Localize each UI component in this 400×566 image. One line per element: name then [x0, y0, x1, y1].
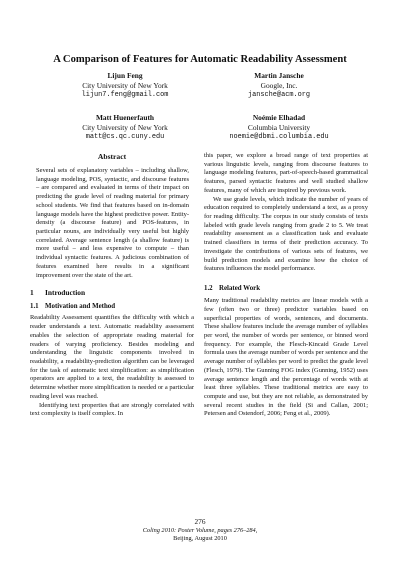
author-email: lijun7.feng@gmail.com — [81, 90, 169, 99]
author-block — [204, 71, 354, 100]
author-affiliation: Google, Inc. — [260, 80, 298, 90]
paper-title: A Comparison of Features for Automatic Readability Assessment — [53, 54, 347, 65]
section-title: Introduction — [45, 288, 86, 298]
author-name: Noémie Elhadad — [252, 113, 306, 122]
page-footer — [100, 517, 300, 544]
author-block — [204, 113, 354, 142]
body-paragraph: Identifying text properties that are strongly correlated with text complexity is itself complex. In — [30, 401, 194, 418]
author-affiliation: City University of New York — [82, 80, 168, 90]
author-name: Matt Huenerfauth — [95, 113, 155, 122]
subsection-heading — [204, 284, 368, 293]
author-email: noemie@dbmi.columbia.edu — [229, 132, 329, 141]
author-email: jansche@acm.org — [247, 90, 311, 99]
subsection-number: 1.1 — [30, 303, 39, 311]
location-line: Beijing, August 2010 — [173, 535, 227, 543]
right-column — [204, 152, 368, 419]
subsection-title: Motivation and Method — [45, 303, 116, 311]
subsection-number: 1.2 — [204, 285, 213, 293]
body-paragraph: Readability Assessment quantifies the difficulty with which a reader understands a text. Automatic readability assessment enables the selection of appropriate reading material for readers of varying proficiency. Besides modeling and understanding the linguistic components involved in readability, a readability-prediction algorithm can be leveraged for the task of automatic text simplification: as simplification operators are applied to a text, the readability is assessed to determine whether more simplification is needed or a particular reading level was reached. — [30, 314, 194, 400]
left-column — [30, 152, 194, 419]
venue-line: Coling 2010: Poster Volume, pages 276–284, — [142, 527, 258, 534]
author-block — [50, 71, 200, 100]
subsection-heading — [30, 302, 194, 311]
author-block — [50, 113, 200, 142]
abstract-heading: Abstract — [97, 152, 127, 161]
author-affiliation: Columbia University — [247, 122, 311, 132]
section-heading — [30, 288, 194, 298]
author-name: Lijun Feng — [107, 71, 143, 80]
author-affiliation: City University of New York — [82, 122, 168, 132]
body-paragraph: Many traditional readability metrics are linear models with a few (often two or three) predictor variables based on superficial properties of words, sentences, and documents. These shallow features include the average number of syllables per word, the number of words per sentence, or binned word frequency. For example, the Flesch-Kincaid Grade Level formula uses the average number of words per sentence and the average number of syllables per word to predict the grade level (Flesch, 1979). The Gunning FOG index (Gunning, 1952) uses average sentence length and the percentage of words with at least three syllables. These traditional metrics are easy to compute and use, but they are not reliable, as demonstrated by several recent studies in the field (Si and Callan, 2001; Petersen and Ostendorf, 2006; Feng et al., 2009). — [204, 297, 368, 418]
author-email: matt@cs.qc.cuny.edu — [85, 132, 165, 141]
body-paragraph: this paper, we explore a broad range of text properties at various linguistic levels, ranging from discourse features to language modeling features, part-of-speech-based grammatical features, parsed syntactic features and well studied shallow features, many of which are inspired by previous work. — [204, 152, 368, 194]
author-name: Martin Jansche — [254, 71, 304, 80]
section-number: 1 — [30, 288, 34, 298]
page-number: 276 — [194, 517, 206, 526]
abstract-text: Several sets of explanatory variables – including shallow, language modeling, POS, syntactic, and discourse features – are compared and evaluated in terms of their impact on predicting the grade level of reading material for primary school students. We find that features based on in-domain language models have the highest predictive power. Entity-density (a discourse feature) and POS-features, in particular nouns, are individually very useful but highly correlated. Average sentence length (a shallow feature) is more useful – and less expensive to compute – than individual syntactic features. A judicious combination of features examined here results in a significant improvement over the state of the art. — [36, 167, 189, 279]
body-paragraph: We use grade levels, which indicate the number of years of education required to completely understand a text, as a proxy for reading difficulty. The corpus in our study consists of texts labeled with grade levels ranging from grade 2 to 5. We treat readability assessment as a classification task and evaluate trained classifiers in terms of their prediction accuracy. To investigate the contributions of various sets of features, we build prediction models and examine how the choice of features influences the model performance. — [204, 195, 368, 273]
subsection-title: Related Work — [219, 285, 261, 293]
